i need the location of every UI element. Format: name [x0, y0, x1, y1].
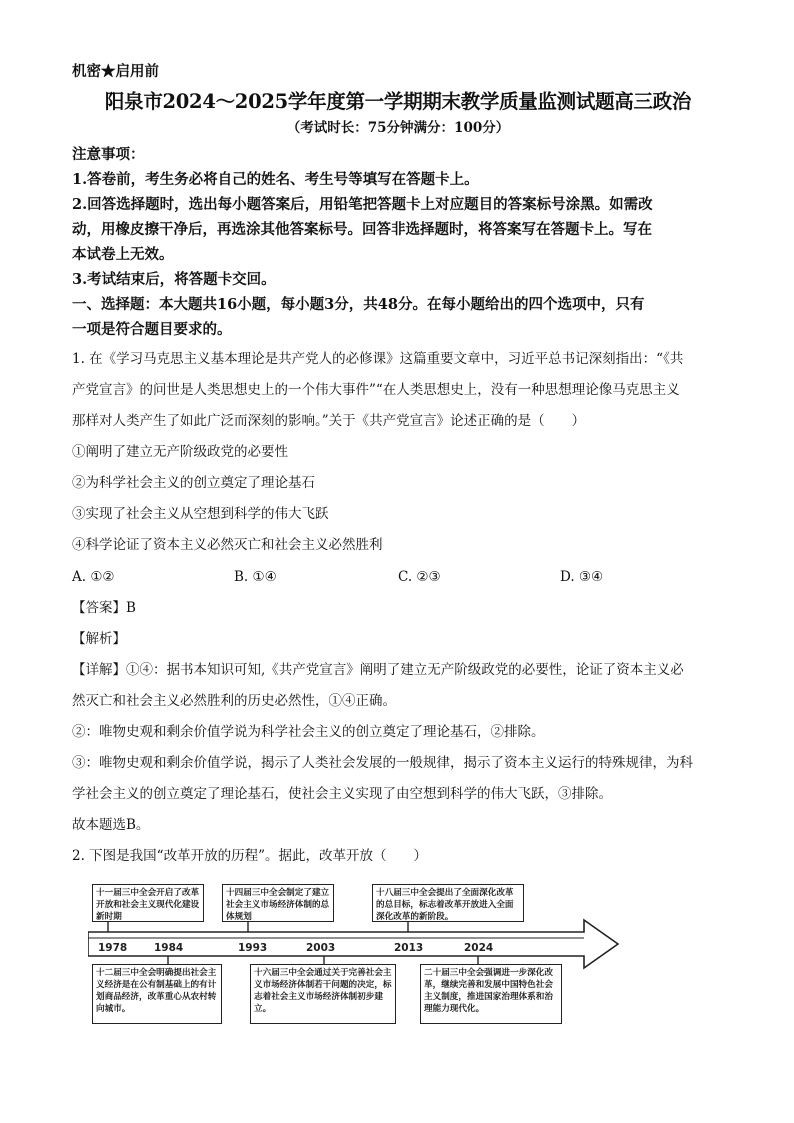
- q1-stem-line: 1. 在《学习马克思主义基本理论是共产党人的必修课》这篇重要文章中，习近平总书记深刻指出：“《共: [72, 351, 684, 367]
- detail-line: ③：唯物史观和剩余价值学说，揭示了人类社会发展的一般规律，揭示了资本主义运行的特殊规律，为科: [72, 755, 693, 771]
- question-2-stem: 2. 下图是我国“改革开放的历程”。据此，改革开放（ ）: [72, 848, 427, 864]
- detail-line: 学社会主义的创立奠定了理论基石，使社会主义实现了由空想到科学的伟大飞跃，③排除。: [72, 786, 612, 802]
- notice-heading: 注意事项：: [72, 146, 145, 163]
- detail-line: [72, 655, 724, 686]
- section-line: 一项是符合题目要求的。: [72, 321, 232, 338]
- detail-tag: 【详解】: [72, 662, 126, 678]
- detail-line: 故本题选B。: [72, 817, 150, 833]
- year-label: 1978: [98, 942, 128, 954]
- q1-answer: [72, 593, 724, 624]
- section-heading: [72, 292, 724, 342]
- q1-statement: ②为科学社会主义的创立奠定了理论基石: [72, 475, 315, 491]
- reform-timeline-figure: [88, 880, 620, 1026]
- q1-options: [72, 561, 724, 593]
- notice-item: 本试卷上无效。: [72, 246, 174, 263]
- timeline-box-top-1993: 十四届三中全会制定了建立社会主义市场经济体制的总体规划: [222, 884, 334, 922]
- notice-section: [72, 142, 724, 292]
- year-label: 2003: [306, 942, 336, 954]
- timeline-box-bottom-2003: 十六届三中全会通过关于完善社会主义市场经济体制若干问题的决定，标志着社会主义市场经济体制初步建立。: [250, 964, 396, 1024]
- timeline-box-bottom-2024: 二十届三中全会强调进一步深化改革，继续完善和发展中国特色社会主义制度，推进国家治理体系和治理能力现代化。: [420, 964, 562, 1024]
- q1-stem-line: 那样对人类产生了如此广泛而深刻的影响。”关于《共产党宣言》论述正确的是（ ）: [72, 413, 586, 429]
- q1-statement: ①阐明了建立无产阶级政党的必要性: [72, 444, 288, 460]
- year-label: 1993: [238, 942, 268, 954]
- q1-statement: ④科学论证了资本主义必然灭亡和社会主义必然胜利: [72, 537, 383, 553]
- section-line: 一、选择题：本大题共16小题，每小题3分，共48分。在每小题给出的四个选项中，只有: [72, 296, 645, 313]
- secret-label: 机密★启用前: [72, 63, 159, 80]
- q1-stem-line: 产党宣言》的问世是人类思想史上的一个伟大事件”“在人类思想史上，没有一种思想理论像马克思主义: [72, 382, 680, 398]
- q1-statement: ③实现了社会主义从空想到科学的伟大飞跃: [72, 506, 329, 522]
- exam-title: 阳泉市2024～2025学年度第一学期期末教学质量监测试题高三政治: [104, 90, 692, 113]
- detail-text: ①④：据书本知识可知,《共产党宣言》阐明了建立无产阶级政党的必要性，论证了资本主义必: [126, 662, 684, 678]
- option-a: A. ①②: [72, 569, 115, 585]
- option-d: D. ③④: [560, 569, 604, 585]
- question-1: [72, 344, 724, 841]
- detail-line: 然灭亡和社会主义必然胜利的历史必然性，①④正确。: [72, 693, 396, 709]
- timeline-box-top-1978: 十一届三中全会开启了改革开放和社会主义现代化建设新时期: [92, 884, 204, 922]
- analysis-tag: 【解析】: [72, 631, 126, 647]
- timeline-box-bottom-1984: 十二届三中全会明确提出社会主义经济是在公有制基础上的有计划商品经济，改革重心从农村转向城市。: [92, 964, 222, 1024]
- year-label: 2013: [394, 942, 424, 954]
- document-page: [72, 62, 724, 872]
- answer-tag: 【答案】: [72, 600, 126, 616]
- detail-line: ②：唯物史观和剩余价值学说为科学社会主义的创立奠定了理论基石，②排除。: [72, 724, 545, 740]
- exam-subtitle: （考试时长：75分钟满分：100分）: [286, 120, 510, 136]
- year-label: 2024: [464, 942, 494, 954]
- option-b: B. ①④: [234, 569, 277, 585]
- year-label: 1984: [154, 942, 184, 954]
- notice-item: 动，用橡皮擦干净后，再选涂其他答案标号。回答非选择题时，将答案写在答题卡上。写在: [72, 221, 652, 238]
- notice-item: 3.考试结束后，将答题卡交回。: [72, 271, 276, 288]
- option-c: C. ②③: [398, 569, 441, 585]
- timeline-box-top-2013: 十八届三中全会提出了全面深化改革的总目标，标志着改革开放进入全面深化改革的新阶段。: [372, 884, 524, 922]
- answer-value: B: [126, 600, 136, 616]
- notice-item: 2.回答选择题时，选出每小题答案后，用铅笔把答题卡上对应题目的答案标号涂黑。如需改: [72, 196, 653, 213]
- notice-item: 1.答卷前，考生务必将自己的姓名、考生号等填写在答题卡上。: [72, 171, 479, 188]
